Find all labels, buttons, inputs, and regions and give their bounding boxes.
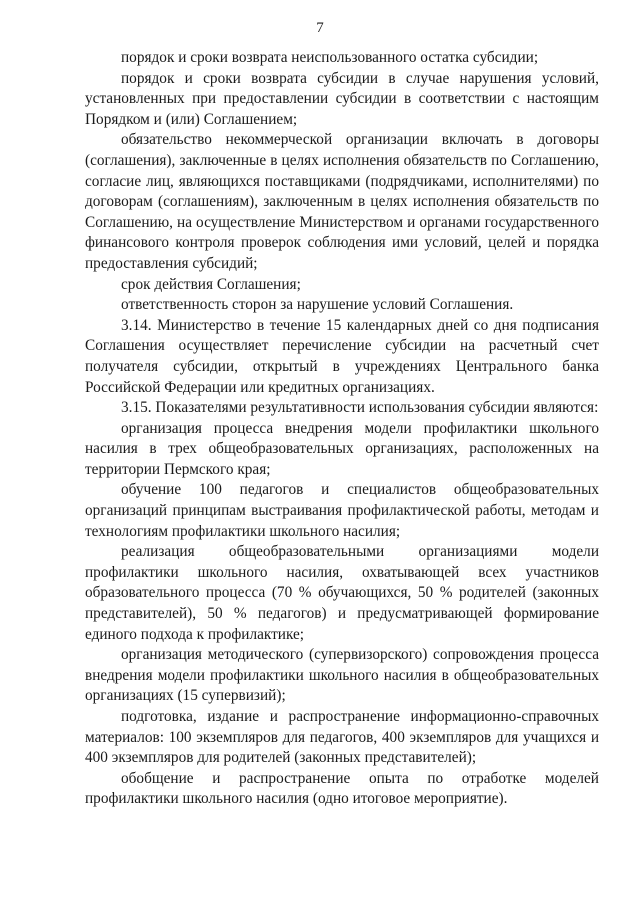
paragraph: порядок и сроки возврата субсидии в случае нарушения условий, установленных при предоставлении субсидии в соответствии с настоящим Порядком и (или) Соглашением; (85, 69, 599, 128)
paragraph: порядок и сроки возврата неиспользованного остатка субсидии; (121, 49, 539, 66)
paragraph: ответственность сторон за нарушение условий Соглашения. (121, 296, 514, 314)
paragraph: 3.14. Министерство в течение 15 календарных дней со дня подписания Соглашения осуществляет перечисление субсидии на расчетный счет получателя субсидии, открытый в учреждениях Центрального банка Российской Федерации или кредитных организациях. (85, 316, 599, 396)
paragraph: 3.15. Показателями результативности использования субсидии являются: (121, 399, 599, 417)
paragraph: подготовка, издание и распространение информационно-справочных материалов: 100 экземпляров для педагогов, 400 экземпляров для учащихся и 400 экземпляров для родителей (законных представителей); (85, 708, 599, 767)
paragraph: срок действия Соглашения; (121, 275, 301, 293)
paragraph: обязательство некоммерческой организации включать в договоры (соглашения), заключенные в целях исполнения обязательств по Соглашению, согласие лиц, являющихся поставщиками (подрядчиками, исполнителями) по договорам (соглашениям), заключенным в целях исполнения обязательств по Соглашению, на осуществление Министерством и органами государственного финансового контроля проверок соблюдения ими условий, целей и порядка предоставления субсидий; (85, 131, 599, 272)
paragraph: организация процесса внедрения модели профилактики школьного насилия в трех общеобразовательных организациях, расположенных на территории Пермского края; (85, 419, 599, 478)
page-number: 7 (316, 20, 324, 36)
paragraph: реализация общеобразовательными организациями модели профилактики школьного насилия, охватывающей всех участников образовательного процесса (70 % обучающихся, 50 % родителей (законных представителей), 50 % педагогов) и предусматривающей формирование единого подхода к профилактике; (85, 543, 599, 643)
paragraph: обобщение и распространение опыта по отработке моделей профилактики школьного насилия (одно итоговое мероприятие). (85, 769, 599, 808)
document-body (85, 48, 599, 810)
paragraph: обучение 100 педагогов и специалистов общеобразовательных организаций принципам выстраивания профилактической работы, методам и технологиям профилактики школьного насилия; (85, 481, 599, 540)
paragraph: организация методического (супервизорского) сопровождения процесса внедрения модели профилактики школьного насилия в общеобразовательных организациях (15 супервизий); (85, 646, 599, 705)
